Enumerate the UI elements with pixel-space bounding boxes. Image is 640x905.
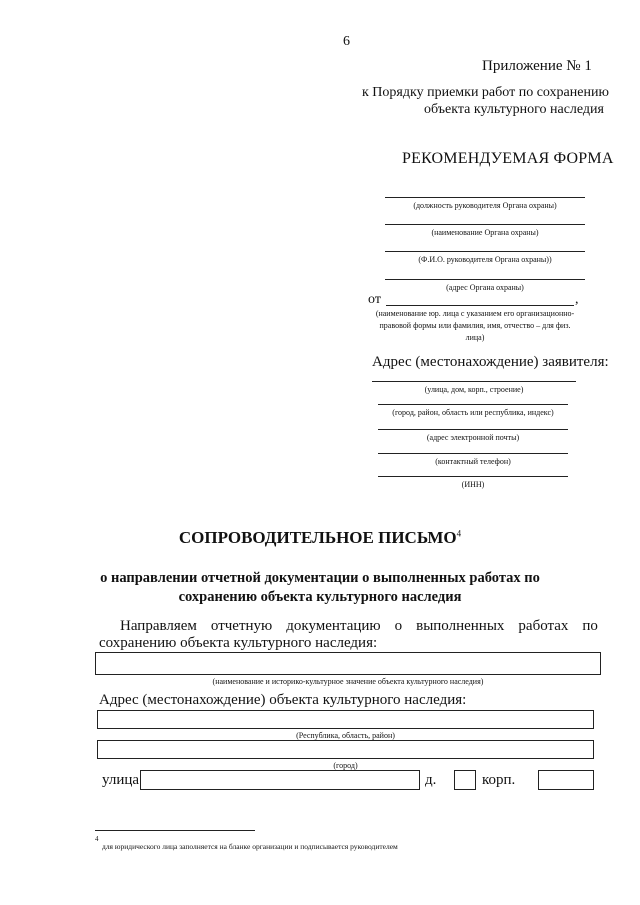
body-word: по (582, 618, 598, 634)
street-label: улица (102, 772, 140, 788)
applicant-inn-caption: (ИНН) (461, 480, 485, 489)
letter-body-line2: сохранению объекта культурного наследия: (99, 635, 378, 651)
page-number: 6 (343, 34, 350, 49)
recipient-position-line (385, 197, 585, 198)
recipient-address-caption: (адрес Органа охраны) (446, 283, 524, 292)
object-region-field[interactable] (97, 710, 594, 729)
footnote-text: для юридического лица заполняется на бланке организации и подписывается руководителем (102, 842, 398, 851)
body-word: о (394, 618, 403, 634)
from-caption-line1: (наименование юр. лица с указанием его организационно- (375, 309, 575, 318)
footnote-mark: 4 (95, 835, 99, 843)
applicant-email-line (378, 429, 568, 430)
letter-title (0, 528, 640, 548)
letter-title-text: СОПРОВОДИТЕЛЬНОЕ ПИСЬМО (178, 528, 457, 547)
applicant-city-line (378, 404, 568, 405)
letter-subtitle-line1: о направлении отчетной документации о выполненных работах по (100, 570, 540, 586)
object-city-caption: (город) (333, 761, 358, 770)
letter-body-line1 (120, 618, 598, 635)
recipient-name-line (385, 251, 585, 252)
recipient-organ-line (385, 224, 585, 225)
applicant-phone-caption: (контактный телефон) (435, 457, 511, 466)
applicant-street-line (372, 381, 576, 382)
body-word: документацию (286, 618, 381, 634)
applicant-email-caption: (адрес электронной почты) (426, 433, 520, 442)
appendix-ref-line1: к Порядку приемки работ по сохранению (362, 85, 609, 100)
from-caption-line2: правовой формы или фамилия, имя, отчество – для физ. (379, 321, 571, 330)
recipient-address-line (385, 279, 585, 280)
recipient-organ-caption: (наименование Органа охраны) (431, 228, 539, 237)
object-address-title: Адрес (местонахождение) объекта культурного наследия: (99, 692, 467, 708)
appendix-title: Приложение № 1 (482, 58, 592, 74)
body-word: выполненных (416, 618, 505, 634)
object-city-field[interactable] (97, 740, 594, 759)
recipient-position-caption: (должность руководителя Органа охраны) (413, 201, 557, 210)
appendix-ref-line2: объекта культурного наследия (424, 102, 604, 117)
object-name-field[interactable] (95, 652, 601, 675)
from-comma: , (575, 292, 579, 307)
from-caption-line3: лица) (465, 333, 485, 342)
applicant-address-title: Адрес (местонахождение) заявителя: (372, 354, 609, 370)
house-label: д. (425, 772, 437, 788)
body-word: работах (518, 618, 569, 634)
letter-subtitle-line2: сохранению объекта культурного наследия (178, 589, 462, 605)
applicant-street-caption: (улица, дом, корп., строение) (424, 385, 524, 394)
object-name-caption: (наименование и историко-культурное значение объекта культурного наследия) (212, 677, 484, 686)
letter-title-footnote-mark: 4 (456, 528, 462, 539)
applicant-phone-line (378, 453, 568, 454)
corp-field[interactable] (538, 770, 594, 790)
body-word: отчетную (210, 618, 273, 634)
body-word: Направляем (120, 618, 197, 634)
form-label: РЕКОМЕНДУЕМАЯ ФОРМА (402, 150, 614, 167)
applicant-city-caption: (город, район, область или республика, индекс) (392, 408, 554, 417)
corp-label: корп. (482, 772, 516, 788)
house-field[interactable] (454, 770, 476, 790)
from-label: от (368, 292, 381, 307)
applicant-inn-line (378, 476, 568, 477)
footnote-separator (95, 830, 255, 831)
recipient-name-caption: (Ф.И.О. руководителя Органа охраны)) (418, 255, 552, 264)
street-field[interactable] (140, 770, 420, 790)
object-region-caption: (Республика, область, район) (296, 731, 395, 740)
from-line (386, 305, 574, 306)
